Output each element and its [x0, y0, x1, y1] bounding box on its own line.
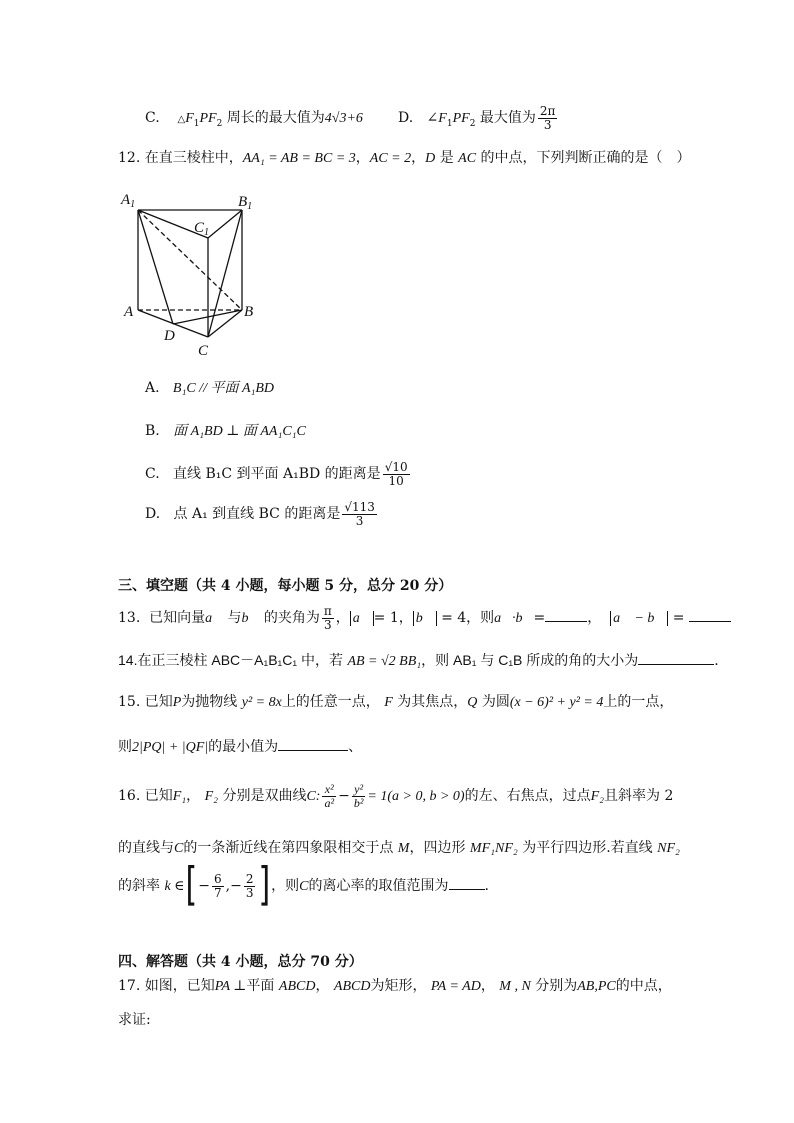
option-label: C. — [145, 110, 160, 126]
fraction: $\frac{\text{y²}}{\text{b²}}$ — [353, 781, 364, 810]
plane: ABCD — [333, 979, 371, 994]
text: . — [484, 878, 489, 894]
text: 为抛物线 — [181, 694, 238, 710]
equation: = 1(a > 0, b > 0) — [367, 789, 465, 804]
label-a1: $A_1$ — [121, 192, 136, 210]
q14 — [118, 650, 719, 672]
stem-text: 的中点，下列判断正确的是（ ） — [480, 150, 691, 166]
triangle-symbol: △ — [177, 114, 186, 125]
point: F — [384, 695, 393, 710]
point: Q — [467, 695, 478, 710]
text: 的左、右焦点，过点 — [464, 788, 591, 804]
text: ， — [186, 788, 201, 804]
text: 的中点， — [615, 978, 672, 994]
equation: y² = 8x — [241, 695, 282, 710]
sep: ， — [411, 150, 426, 166]
text: 的离心率的取值范围为 — [308, 878, 449, 894]
curve-name: C — [174, 841, 184, 856]
text: 为其焦点， — [397, 694, 468, 710]
prism-figure — [118, 190, 268, 360]
equation: AC = 2 — [369, 151, 412, 166]
option-label: A. — [145, 380, 160, 396]
text: = 4，则 — [441, 610, 495, 626]
text: 的夹角为 — [263, 610, 320, 626]
q17-line2: 求证: — [118, 1012, 151, 1028]
text: = — [533, 610, 546, 626]
option-text: 面 A₁BD ⊥ 面 AA₁C₁C — [173, 424, 306, 439]
fraction: $\frac{\text{x²}}{\text{a²}}$ — [324, 781, 335, 810]
expression: PA ⊥ — [214, 979, 247, 994]
option-text: 点 A₁ 到直线 BC 的距离是 — [173, 506, 341, 522]
stem-text: 是 — [439, 150, 454, 166]
fraction: $\frac{√10}{10}$ — [384, 459, 408, 488]
expression: 2|PQ| + |QF| — [132, 740, 209, 755]
label-d: D — [164, 328, 175, 344]
fraction: $\frac{√113}{3}$ — [344, 499, 375, 528]
q16-line2 — [118, 838, 680, 859]
text: 为平行四边形.若直线 — [522, 840, 653, 856]
segment-ac: AC — [458, 151, 477, 166]
focus: F₁ — [172, 789, 187, 804]
quadrilateral: MF₁NF₂ — [469, 841, 518, 856]
text: 的最小值为 — [208, 739, 279, 755]
point-d: D — [425, 151, 436, 166]
text: ，则 — [271, 878, 300, 894]
curve-name: C: — [306, 789, 321, 804]
q12-option-c — [145, 454, 412, 494]
q16-line1 — [118, 776, 673, 817]
text: 分别为 — [535, 978, 578, 994]
equation: (x − 6)² + y² = 4 — [509, 695, 604, 710]
q12-stem — [118, 148, 691, 169]
text: = 1， — [373, 610, 413, 626]
text: 、 — [348, 739, 363, 755]
text: ，则 AB₁ 与 C₁B 所成的角的大小为 — [421, 652, 639, 668]
left-bracket: [ — [185, 859, 198, 912]
answer-blank[interactable] — [638, 650, 714, 665]
section-heading-fill-in: 三、填空题（共 4 小题，每小题 5 分，总分 20 分） — [118, 578, 453, 594]
expression: PA = AD — [430, 979, 481, 994]
option-text: 直线 B₁C 到平面 A₁BD 的距离是 — [173, 466, 381, 482]
q12-option-b — [145, 421, 306, 442]
fraction: $\frac{\pi}{3}$ — [323, 603, 332, 632]
q15-line1 — [118, 692, 673, 713]
option-text: 最大值为 — [479, 110, 536, 126]
stem-text: 在直三棱柱中， — [144, 150, 243, 166]
question-number: 13. — [118, 610, 141, 626]
text: . — [714, 653, 719, 669]
text: 16. 已知 — [118, 788, 173, 804]
fraction: $\frac{2\pi}{3}$ — [539, 103, 556, 132]
fraction: $\frac{6}{7}$ — [213, 871, 222, 900]
text: 已知向量 — [149, 610, 206, 626]
text: 为矩形， — [370, 978, 427, 994]
answer-blank[interactable] — [545, 607, 587, 622]
option-text: 周长的最大值为 — [226, 110, 325, 126]
label-b: B — [244, 304, 254, 320]
q12-option-d — [145, 494, 379, 534]
text: 与 — [227, 610, 242, 626]
label-b1: $B_1$ — [238, 194, 253, 212]
text: ， — [587, 610, 602, 626]
text: 14.在正三棱柱 ABC－A₁B₁C₁ 中，若 — [118, 652, 343, 668]
text: − — [338, 788, 350, 804]
q17-line1 — [118, 976, 672, 997]
option-label: D. — [398, 110, 414, 126]
option-label: C. — [145, 466, 160, 482]
text: 的直线与 — [118, 840, 174, 856]
text: ， — [480, 978, 495, 994]
q11-option-d: D. $\angle F_1PF_2$ 最大值为 $\frac{2\pi}{3}$ — [398, 103, 556, 132]
focus: F₂ — [204, 789, 219, 804]
text: 上的一点， — [603, 694, 674, 710]
q12-option-a — [145, 378, 274, 399]
section-heading-solutions: 四、解答题（共 4 小题，总分 70 分） — [118, 954, 363, 970]
text: ， — [335, 610, 350, 626]
points: M , N — [499, 979, 531, 994]
label-a: A — [124, 304, 134, 320]
question-number: 12. — [118, 150, 141, 166]
plane: ABCD — [278, 979, 316, 994]
curve-name: C — [299, 879, 309, 894]
text: ， — [315, 978, 330, 994]
text: 上的任意一点， — [281, 694, 380, 710]
text: 且斜率为 2 — [604, 788, 674, 804]
answer-blank[interactable] — [449, 875, 485, 890]
q13: 13. 已知向量a⃗ 与b⃗ 的夹角为 $\frac{\pi}{3}$ ， a⃗ = 1， b⃗ = 4，则a⃗·b⃗= ， a⃗ − b⃗ = — [118, 598, 731, 639]
point: P — [172, 695, 182, 710]
answer-blank[interactable] — [278, 736, 348, 751]
text: 的一条渐近线在第四象限相交于点 — [183, 840, 394, 856]
q16-line3: 的斜率 k ∈[− $\frac{6}{7}$ ,− $\frac{2}{3}$ ]，则C的离心率的取值范围为 . — [118, 859, 489, 912]
text: 15. 已知 — [118, 694, 173, 710]
angle-symbol: ∠ — [426, 110, 439, 126]
q15-line2 — [118, 736, 362, 758]
point: M — [397, 841, 410, 856]
segments: AB,PC — [577, 979, 616, 994]
text: ，四边形 — [409, 840, 466, 856]
text: 分别是双曲线 — [222, 788, 307, 804]
focus: F₂ — [590, 789, 605, 804]
option-label: B. — [145, 423, 160, 439]
text: 为圆 — [481, 694, 510, 710]
label-c: C — [198, 343, 209, 359]
q11-option-c: C. $\triangle F_1PF_2$ 周长的最大值为4√3+6 — [145, 110, 363, 129]
slope: k ∈ — [164, 879, 185, 894]
label-c1: $C_1$ — [194, 220, 210, 238]
sep: ， — [355, 150, 370, 166]
text: 则 — [118, 739, 132, 755]
text: 平面 — [246, 978, 275, 994]
option-text: B₁C // 平面 A₁BD — [172, 381, 275, 396]
option-value: 4√3+6 — [324, 111, 363, 126]
text: 17. 如图，已知 — [118, 978, 215, 994]
fraction: $\frac{2}{3}$ — [245, 871, 254, 900]
text: 的斜率 — [118, 878, 160, 894]
equation: AA₁ = AB = BC = 3 — [242, 151, 356, 166]
line-name: NF₂ — [657, 841, 680, 856]
answer-blank[interactable] — [689, 607, 731, 622]
right-bracket: ] — [258, 859, 271, 912]
option-label: D. — [145, 506, 161, 522]
equation: AB = √2 BB₁ — [347, 654, 422, 669]
